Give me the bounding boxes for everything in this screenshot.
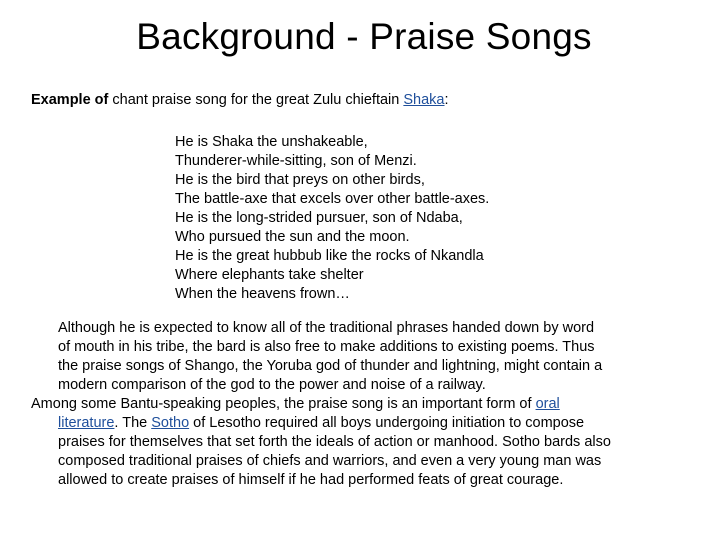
- paragraph-line: praises for themselves that set forth the ideals of action or manhood. Sotho bards also: [58, 434, 611, 450]
- paragraph-line: the praise songs of Shango, the Yoruba god of thunder and lightning, might contain a: [58, 358, 603, 374]
- paragraph-text: Among some Bantu-speaking peoples, the praise song is an important form of: [31, 396, 536, 412]
- sotho-link[interactable]: Sotho: [151, 415, 190, 431]
- paragraph-line: modern comparison of the god to the power and noise of a railway.: [58, 377, 486, 393]
- shaka-link[interactable]: Shaka: [403, 92, 445, 108]
- poem-line: He is the bird that preys on other birds,: [175, 172, 425, 188]
- slide-title: Background - Praise Songs: [136, 16, 592, 57]
- paragraph-line: [31, 414, 711, 433]
- intro-line: [31, 90, 449, 110]
- paragraph-line: allowed to create praises of himself if he had performed feats of great courage.: [58, 472, 564, 488]
- paragraph-line: Although he is expected to know all of the traditional phrases handed down by word: [58, 320, 595, 336]
- poem-line: Who pursued the sun and the moon.: [175, 229, 410, 245]
- paragraph-bantu: [31, 395, 711, 490]
- poem-line: He is Shaka the unshakeable,: [175, 134, 368, 150]
- poem-line: Thunderer-while-sitting, son of Menzi.: [175, 153, 417, 169]
- oral-link[interactable]: oral: [535, 396, 560, 412]
- intro-text: chant praise song for the great Zulu chieftain: [108, 92, 404, 108]
- paragraph-line: [31, 395, 711, 414]
- intro-bold-prefix: Example of: [31, 92, 109, 108]
- poem: [175, 133, 489, 304]
- paragraph-line: composed traditional praises of chiefs and warriors, and even a very young man was: [58, 453, 602, 469]
- poem-line: When the heavens frown…: [175, 286, 350, 302]
- literature-link[interactable]: literature: [58, 415, 115, 431]
- intro-suffix: :: [444, 92, 449, 108]
- poem-line: Where elephants take shelter: [175, 267, 364, 283]
- paragraph-bard: [58, 319, 710, 395]
- paragraph-text: . The: [114, 415, 152, 431]
- poem-line: He is the long-strided pursuer, son of Ndaba,: [175, 210, 463, 226]
- paragraph-line: of mouth in his tribe, the bard is also free to make additions to existing poems. Thus: [58, 339, 595, 355]
- poem-line: The battle-axe that excels over other battle-axes.: [175, 191, 490, 207]
- paragraph-text: of Lesotho required all boys undergoing initiation to compose: [189, 415, 585, 431]
- poem-line: He is the great hubbub like the rocks of Nkandla: [175, 248, 484, 264]
